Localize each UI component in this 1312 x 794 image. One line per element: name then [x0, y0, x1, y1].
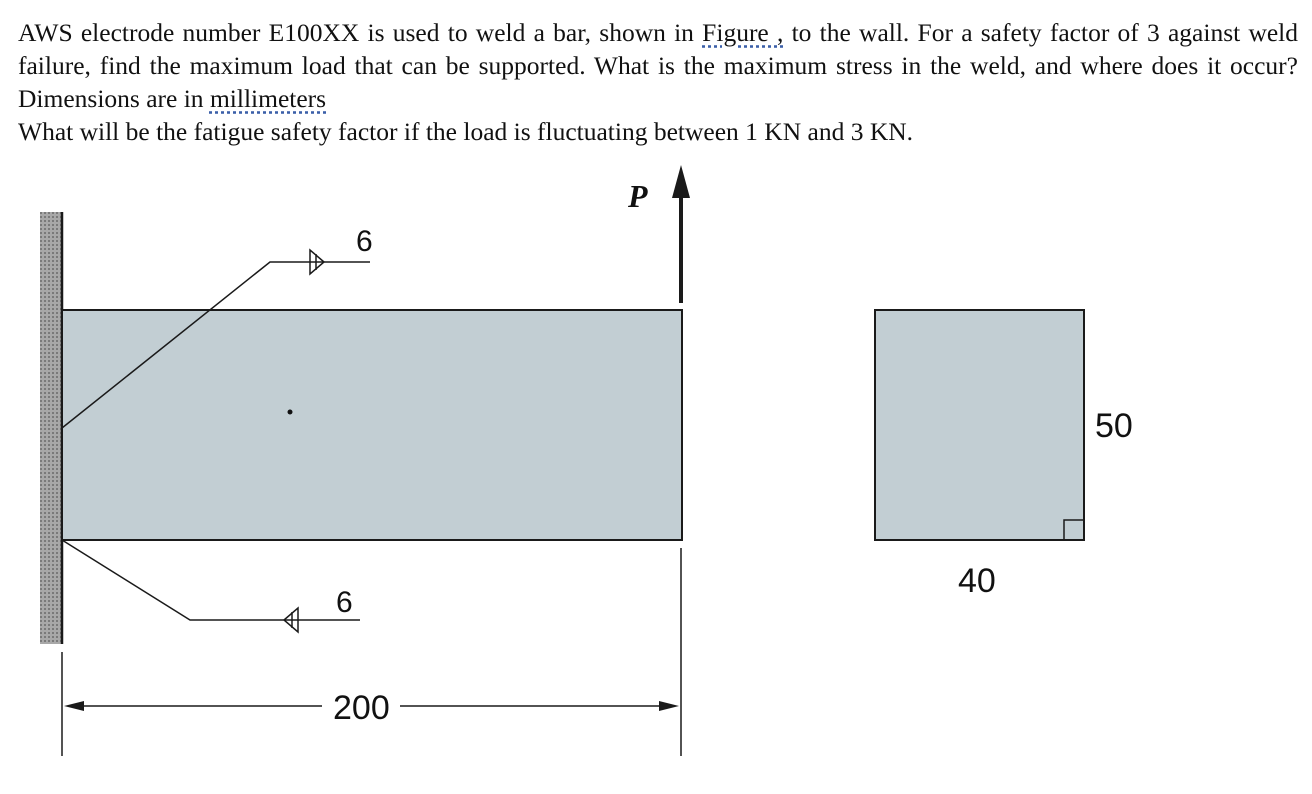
problem-text-a: AWS electrode number E100XX is used to weld a bar, shown in — [18, 18, 703, 47]
load-arrow — [672, 165, 690, 303]
section-width-label: 40 — [958, 562, 996, 600]
bar-side-view — [62, 310, 682, 540]
section-height-label: 50 — [1095, 407, 1133, 445]
problem-paragraph-2: What will be the fatigue safety factor if the load is fluctuating between 1 KN and 3 KN. — [18, 117, 914, 146]
length-dimension-label: 200 — [333, 689, 390, 727]
millimeters-link[interactable]: millimeters — [209, 84, 327, 113]
bar-cross-section — [875, 310, 1084, 540]
problem-text-b: to the wall. For a safety factor of 3 against weld failure, find the maximum load that can be supported. What is the maximum stress in the weld, and where does it occur? Dimensions are in — [18, 18, 1299, 113]
top-weld-size-label: 6 — [356, 225, 373, 258]
bar-centroid-dot — [288, 410, 293, 415]
bottom-weld-symbol — [62, 540, 360, 632]
load-label: P — [628, 178, 648, 214]
figure-link[interactable]: Figure , — [702, 18, 784, 47]
wall — [40, 212, 62, 644]
bottom-weld-size-label: 6 — [336, 586, 353, 619]
